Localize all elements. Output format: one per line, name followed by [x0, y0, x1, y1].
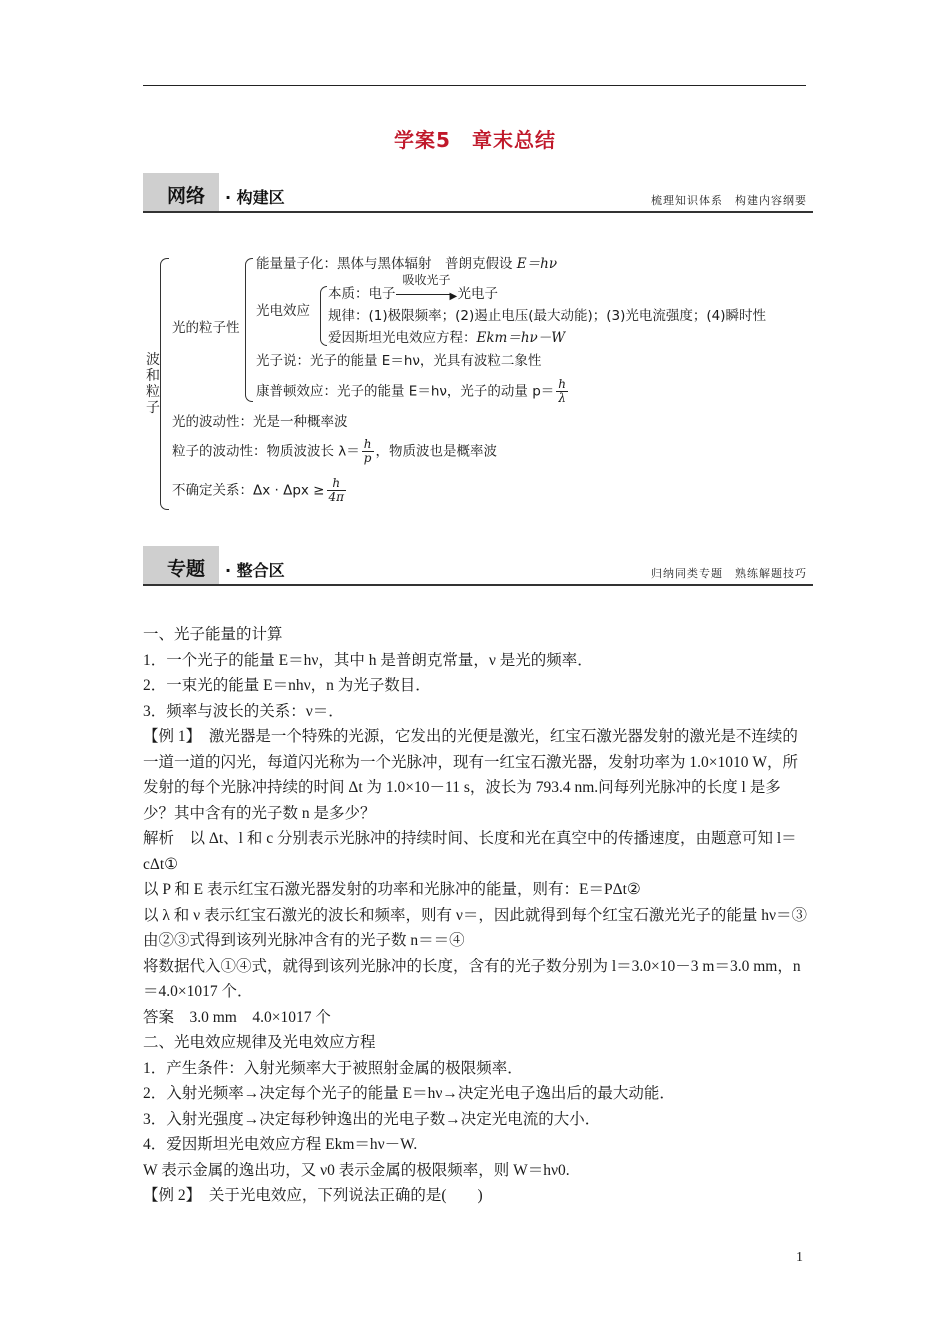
- map-photon-theory: 光子说：光子的能量 E＝hν，光具有波粒二象性: [256, 353, 542, 369]
- map-essence: 本质：电子 吸收光子 ▶ 光电子: [328, 273, 498, 302]
- body-line: 答案 3.0 mm 4.0×1017 个: [143, 1008, 331, 1026]
- map-law: 规律：(1)极限频率；(2)遏止电压(最大动能)；(3)光电流强度；(4)瞬时性: [328, 308, 767, 324]
- compton-fraction: $\frac{h}{\lambda}$: [558, 377, 567, 405]
- section-subtitle: · 整合区: [225, 561, 285, 580]
- map-wave: 光的波动性：光是一种概率波: [172, 414, 348, 430]
- body-line: 【例 1】 激光器是一个特殊的光源，它发出的光便是激光，红宝石激光器发射的激光是不连续的一道一道的闪光，每道闪光称为一个光脉冲，现有一红宝石激光器，发射功率为 1.0×1010 W，所发射的每个光脉冲持续的时间 Δt 为 1.0×10－11 s，波长为 793.4 nm.问每列光脉冲的长度 l 是多少？其中含有的光子数 n 是多少？: [143, 728, 798, 822]
- map-root-label: 波和粒子: [146, 352, 160, 416]
- header-rule: [143, 85, 806, 86]
- section-title: 专题: [167, 558, 206, 580]
- uncertainty-fraction: $\frac{h}{4\pi}$: [328, 476, 345, 504]
- body-line: 解析 以 Δt、l 和 c 分别表示光脉冲的持续时间、长度和光在真空中的传播速度，由题意可知 l＝cΔt①: [143, 830, 797, 873]
- section-rule: [143, 584, 813, 586]
- section-tagline: 梳理知识体系 构建内容纲要: [651, 194, 807, 207]
- body-line: 以 λ 和 ν 表示红宝石激光的波长和频率，则有 ν＝，因此就得到每个红宝石激光光子的能量 hν＝③: [143, 906, 808, 924]
- section-header-topics: [143, 546, 813, 584]
- body-line: 二、光电效应规律及光电效应方程: [143, 1034, 376, 1051]
- section-rule: [143, 211, 813, 213]
- body-line: 由②③式得到该列光脉冲含有的光子数 n＝＝④: [143, 932, 465, 949]
- section-tagline: 归纳同类专题 熟练解题技巧: [651, 567, 807, 580]
- map-matter-wave: 粒子的波动性：物质波波长 λ＝ $\frac{h}{p}$ ，物质波也是概率波: [172, 437, 498, 465]
- map-photoelectric: 光电效应: [256, 303, 310, 319]
- particle-brace: [245, 258, 253, 402]
- body-line: 1．一个光子的能量 E＝hν，其中 h 是普朗克常量，ν 是光的频率．: [143, 651, 593, 669]
- section-header-network: [143, 173, 813, 211]
- body-line: 以 P 和 E 表示红宝石激光器发射的功率和光脉冲的能量，则有：E＝PΔt②: [143, 881, 641, 898]
- body-line: 4．爱因斯坦光电效应方程 Ekm＝hν－W.: [143, 1136, 418, 1153]
- absorb-arrow: 吸收光子 ▶: [396, 286, 458, 302]
- body-line: 1．产生条件：入射光频率大于被照射金属的极限频率．: [143, 1059, 523, 1077]
- root-brace: [160, 258, 169, 510]
- body-line: 【例 2】 关于光电效应，下列说法正确的是( ): [143, 1187, 483, 1204]
- photoelectric-brace: [320, 286, 327, 346]
- body-line: 2．一束光的能量 E＝nhν，n 为光子数目．: [143, 677, 431, 694]
- section-subtitle: · 构建区: [225, 188, 285, 207]
- body-line: W 表示金属的逸出功，又 ν0 表示金属的极限频率，则 W＝hν0.: [143, 1161, 570, 1179]
- body-line: 一、光子能量的计算: [143, 626, 283, 643]
- map-compton: 康普顿效应：光子的能量 E＝hν，光子的动量 p＝ $\frac{h}{\lambda}$: [256, 377, 567, 405]
- matter-fraction: $\frac{h}{p}$: [363, 437, 372, 465]
- body-line: 2．入射光频率→决定每个光子的能量 E＝hν→决定光电子逸出后的最大动能．: [143, 1085, 675, 1102]
- body-line: 3．入射光强度→决定每秒钟逸出的光电子数→决定光电流的大小．: [143, 1110, 601, 1128]
- body-content: [143, 622, 809, 1209]
- body-line: 将数据代入①④式，就得到该列光脉冲的长度，含有的光子数分别为 l＝3.0×10－3 m＝3.0 mm，n＝4.0×1017 个．: [143, 957, 801, 1000]
- map-energy-quantization: 能量量子化：黑体与黑体辐射 普朗克假设 E＝hν: [256, 256, 558, 272]
- page-number: 1: [796, 1250, 803, 1265]
- body-line: 3．频率与波长的关系：ν＝．: [143, 702, 344, 720]
- map-uncertainty: 不确定关系：Δx · Δpx ≥ $\frac{h}{4\pi}$: [172, 476, 345, 504]
- section-title: 网络: [167, 185, 206, 207]
- map-branch-particle: 光的粒子性: [172, 320, 240, 336]
- map-einstein: 爱因斯坦光电效应方程：Ekm＝hν－W: [328, 330, 566, 346]
- page-title: 学案5 章末总结: [394, 128, 556, 152]
